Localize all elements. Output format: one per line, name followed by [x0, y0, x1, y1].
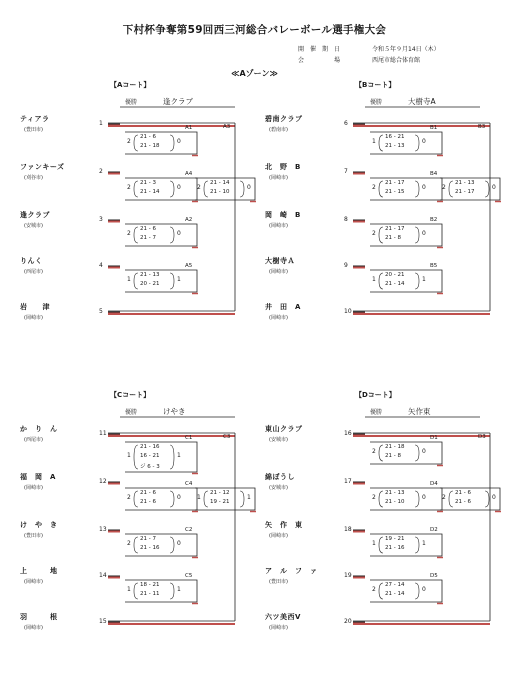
set-brace-right — [170, 491, 174, 507]
set-score: 21 - 17 — [385, 180, 405, 186]
set-brace-left — [379, 273, 383, 289]
sets-won-right: 1 — [177, 276, 181, 283]
team-city: (岡崎市) — [24, 625, 43, 631]
sets-won-left: 1 — [372, 276, 376, 283]
team-seed: 7 — [344, 168, 348, 175]
sets-won-right: 0 — [177, 540, 181, 547]
set-score: 21 - 7 — [140, 235, 156, 241]
set-brace-left — [379, 181, 383, 197]
set-score: 21 - 6 — [455, 499, 471, 505]
match-label: C4 — [185, 481, 193, 487]
team-name: 逢クラブ — [20, 211, 50, 219]
sets-won-left: 2 — [127, 184, 131, 191]
team-city: (豊田市) — [269, 579, 288, 585]
set-score: 21 - 8 — [385, 235, 401, 241]
set-score: 21 - 14 — [210, 180, 230, 186]
set-score: 21 - 14 — [385, 281, 405, 287]
team-seed: 14 — [99, 572, 107, 579]
team-seed: 8 — [344, 216, 348, 223]
sets-won-right: 1 — [177, 452, 181, 459]
set-brace-left — [204, 181, 208, 197]
team-seed: 9 — [344, 262, 348, 269]
team-city: (刈谷市) — [24, 175, 43, 181]
team-seed: 19 — [344, 572, 352, 579]
team-city: (岡崎市) — [24, 579, 43, 585]
sets-won-right: 0 — [177, 230, 181, 237]
match-box — [125, 534, 197, 556]
set-score: 19 - 21 — [385, 536, 405, 542]
match-label: B2 — [430, 217, 438, 223]
set-score: 21 - 16 — [140, 444, 160, 450]
set-score: 16 - 21 — [385, 134, 405, 140]
sets-won-left: 2 — [372, 448, 376, 455]
set-brace-right — [415, 227, 419, 243]
set-brace-right — [415, 583, 419, 599]
set-brace-right — [170, 181, 174, 197]
match-box — [370, 224, 442, 246]
champion-name: 逢クラブ — [163, 97, 193, 106]
match-box — [125, 224, 197, 246]
team-name: ア ル フ ァ — [265, 567, 318, 575]
set-brace-left — [134, 491, 138, 507]
date-value: 令和５年９月14日（木） — [372, 46, 440, 53]
tournament-title: 下村杯争奪第59回西三河総合バレーボール選手権大会 — [122, 24, 387, 36]
sets-won-left: 1 — [372, 540, 376, 547]
zone-title: ≪Aゾーン≫ — [231, 69, 278, 78]
sets-won-left: 2 — [442, 494, 446, 501]
sets-won-left: 2 — [442, 184, 446, 191]
set-brace-right — [170, 227, 174, 243]
set-brace-right — [170, 445, 174, 469]
match-label: B1 — [430, 125, 438, 131]
final-match-label: D3 — [478, 434, 486, 440]
sets-won-left: 2 — [372, 494, 376, 501]
sets-won-right: 0 — [422, 494, 426, 501]
set-score: 21 - 14 — [385, 591, 405, 597]
team-seed: 10 — [344, 308, 352, 315]
set-score: 18 - 21 — [140, 582, 160, 588]
match-label: A1 — [185, 125, 193, 131]
team-city: (安城市) — [269, 485, 288, 491]
set-brace-right — [240, 491, 244, 507]
set-score: 21 - 16 — [385, 545, 405, 551]
sets-won-right: 0 — [177, 138, 181, 145]
set-brace-right — [485, 491, 489, 507]
champion-name: 矢作東 — [408, 407, 431, 416]
court-title: 【Cコート】 — [110, 391, 151, 399]
match-box — [370, 534, 442, 556]
team-name: 羽 根 — [20, 613, 58, 621]
team-city: (豊田市) — [24, 127, 43, 133]
team-seed: 2 — [99, 168, 103, 175]
match-box — [125, 488, 197, 510]
set-score: 21 - 10 — [385, 499, 405, 505]
team-seed: 15 — [99, 618, 107, 625]
set-score: ジ 6 - 3 — [140, 464, 160, 470]
team-seed: 6 — [344, 120, 348, 127]
set-brace-left — [379, 445, 383, 461]
sets-won-right: 0 — [492, 184, 496, 191]
set-score: 21 - 15 — [385, 189, 405, 195]
sets-won-right: 1 — [177, 586, 181, 593]
set-score: 21 - 8 — [385, 453, 401, 459]
sets-won-right: 0 — [247, 184, 251, 191]
set-brace-right — [415, 135, 419, 151]
set-brace-right — [170, 537, 174, 553]
set-score: 16 - 21 — [140, 453, 160, 459]
team-name: 井 田 A — [265, 303, 301, 311]
match-label: A5 — [185, 263, 193, 269]
match-box — [370, 442, 442, 464]
team-name: 碧南クラブ — [265, 115, 303, 123]
team-name: 上 地 — [20, 567, 58, 575]
set-score: 21 - 13 — [140, 272, 160, 278]
sets-won-left: 2 — [127, 138, 131, 145]
team-name: 岩 津 — [20, 303, 50, 311]
set-brace-right — [415, 491, 419, 507]
team-name: 福 岡 A — [20, 473, 56, 481]
sets-won-left: 1 — [127, 276, 131, 283]
team-city: (岡崎市) — [24, 315, 43, 321]
set-brace-left — [134, 227, 138, 243]
team-city: (安城市) — [269, 437, 288, 443]
team-name: 北 野 B — [265, 163, 301, 171]
set-brace-right — [170, 135, 174, 151]
set-score: 21 - 18 — [385, 444, 405, 450]
team-city: (安城市) — [24, 223, 43, 229]
sets-won-right: 1 — [247, 494, 251, 501]
sets-won-left: 2 — [372, 230, 376, 237]
team-city: (西尾市) — [24, 269, 43, 275]
team-city: (岡崎市) — [269, 315, 288, 321]
venue-value: 西尾市総合体育館 — [372, 57, 421, 64]
team-seed: 4 — [99, 262, 103, 269]
set-score: 21 - 10 — [210, 189, 230, 195]
sets-won-right: 0 — [422, 586, 426, 593]
team-name: 矢 作 東 — [265, 521, 303, 529]
team-name: ファンキーズ — [20, 163, 65, 171]
champion-label: 優勝 — [125, 409, 138, 416]
match-box — [125, 178, 197, 200]
team-city: (岡崎市) — [269, 625, 288, 631]
match-box — [370, 580, 442, 602]
team-seed: 17 — [344, 478, 352, 485]
sets-won-left: 2 — [372, 184, 376, 191]
match-label: A4 — [185, 171, 193, 177]
team-city: (岡崎市) — [269, 269, 288, 275]
final-match-label: A3 — [223, 124, 231, 130]
team-seed: 20 — [344, 618, 352, 625]
set-brace-left — [449, 491, 453, 507]
match-label: C2 — [185, 527, 193, 533]
sets-won-left: 2 — [372, 586, 376, 593]
match-label: B5 — [430, 263, 438, 269]
set-score: 21 - 13 — [385, 143, 405, 149]
set-brace-left — [379, 135, 383, 151]
champion-name: けやき — [163, 407, 186, 416]
team-seed: 3 — [99, 216, 103, 223]
set-score: 21 - 14 — [140, 189, 160, 195]
set-score: 20 - 21 — [385, 272, 405, 278]
set-score: 27 - 14 — [385, 582, 405, 588]
set-score: 21 - 11 — [140, 591, 160, 597]
final-match-label: C3 — [223, 434, 231, 440]
team-name: 東山クラブ — [265, 425, 303, 433]
set-brace-left — [379, 537, 383, 553]
match-label: A2 — [185, 217, 193, 223]
sets-won-left: 2 — [127, 540, 131, 547]
match-label: D5 — [430, 573, 438, 579]
sets-won-left: 1 — [127, 586, 131, 593]
champion-label: 優勝 — [370, 99, 383, 106]
team-name: け や き — [20, 521, 58, 529]
team-seed: 1 — [99, 120, 103, 127]
final-match-label: B3 — [478, 124, 486, 130]
set-score: 19 - 21 — [210, 499, 230, 505]
champion-label: 優勝 — [125, 99, 138, 106]
champion-name: 大樹寺A — [408, 97, 436, 106]
set-brace-left — [134, 445, 138, 469]
set-score: 21 - 3 — [140, 180, 156, 186]
set-brace-right — [170, 273, 174, 289]
set-brace-left — [134, 583, 138, 599]
set-score: 21 - 6 — [140, 134, 156, 140]
team-name: ティアラ — [20, 115, 50, 123]
court-title: 【Bコート】 — [355, 81, 396, 89]
set-brace-left — [134, 135, 138, 151]
set-brace-left — [379, 227, 383, 243]
court-title: 【Dコート】 — [355, 391, 396, 399]
sets-won-left: 2 — [127, 230, 131, 237]
set-score: 21 - 12 — [210, 490, 230, 496]
set-brace-right — [415, 445, 419, 461]
set-brace-left — [449, 181, 453, 197]
match-box — [370, 178, 442, 200]
set-score: 21 - 16 — [140, 545, 160, 551]
match-label: B4 — [430, 171, 438, 177]
match-label: C1 — [185, 435, 193, 441]
set-brace-right — [415, 537, 419, 553]
match-box — [370, 132, 442, 154]
team-name: 六ツ美西V — [265, 613, 301, 621]
team-city: (西尾市) — [24, 437, 43, 443]
sets-won-right: 1 — [422, 276, 426, 283]
set-brace-left — [379, 583, 383, 599]
sets-won-right: 1 — [422, 540, 426, 547]
team-name: か り ん — [20, 425, 58, 433]
match-box — [125, 270, 197, 292]
team-seed: 5 — [99, 308, 103, 315]
match-box — [125, 132, 197, 154]
match-label: D1 — [430, 435, 438, 441]
sets-won-right: 0 — [422, 138, 426, 145]
set-brace-right — [170, 583, 174, 599]
set-score: 21 - 13 — [455, 180, 475, 186]
court-title: 【Aコート】 — [110, 81, 151, 89]
sets-won-right: 0 — [177, 184, 181, 191]
sets-won-right: 0 — [177, 494, 181, 501]
team-seed: 16 — [344, 430, 352, 437]
match-label: D4 — [430, 481, 438, 487]
set-brace-left — [134, 273, 138, 289]
set-brace-left — [379, 491, 383, 507]
set-brace-left — [204, 491, 208, 507]
match-box — [125, 580, 197, 602]
champion-label: 優勝 — [370, 409, 383, 416]
set-brace-right — [415, 181, 419, 197]
match-label: D2 — [430, 527, 438, 533]
team-name: 大樹寺Ａ — [265, 257, 295, 265]
sets-won-left: 2 — [197, 184, 201, 191]
team-city: (岡崎市) — [269, 533, 288, 539]
team-city: (岡崎市) — [269, 223, 288, 229]
set-score: 21 - 18 — [140, 143, 160, 149]
set-score: 21 - 17 — [455, 189, 475, 195]
team-seed: 18 — [344, 526, 352, 533]
sets-won-right: 0 — [422, 230, 426, 237]
set-brace-right — [240, 181, 244, 197]
team-city: (碧南市) — [269, 127, 288, 133]
sets-won-left: 1 — [127, 452, 131, 459]
team-seed: 12 — [99, 478, 107, 485]
set-score: 21 - 7 — [140, 536, 156, 542]
team-city: (岡崎市) — [24, 485, 43, 491]
sets-won-right: 0 — [422, 184, 426, 191]
team-seed: 13 — [99, 526, 107, 533]
sets-won-left: 2 — [127, 494, 131, 501]
set-score: 21 - 6 — [140, 490, 156, 496]
team-name: りんく — [20, 257, 43, 265]
set-brace-right — [415, 273, 419, 289]
sets-won-left: 1 — [197, 494, 201, 501]
set-brace-left — [134, 181, 138, 197]
team-seed: 11 — [99, 430, 107, 437]
date-label: 開 催 期 日 — [298, 46, 341, 53]
team-city: (岡崎市) — [269, 175, 288, 181]
venue-label: 会 場 — [298, 57, 341, 64]
match-box — [370, 488, 442, 510]
team-name: 岡 崎 B — [265, 211, 301, 219]
set-brace-left — [134, 537, 138, 553]
match-label: C5 — [185, 573, 193, 579]
match-box — [370, 270, 442, 292]
sets-won-left: 1 — [372, 138, 376, 145]
team-name: 綿ぼうし — [265, 473, 295, 481]
set-score: 20 - 21 — [140, 281, 160, 287]
set-score: 21 - 13 — [385, 490, 405, 496]
sets-won-right: 0 — [492, 494, 496, 501]
sets-won-right: 0 — [422, 448, 426, 455]
team-city: (豊田市) — [24, 533, 43, 539]
set-score: 21 - 6 — [140, 226, 156, 232]
set-score: 21 - 6 — [455, 490, 471, 496]
set-score: 21 - 17 — [385, 226, 405, 232]
set-score: 21 - 6 — [140, 499, 156, 505]
set-brace-right — [485, 181, 489, 197]
